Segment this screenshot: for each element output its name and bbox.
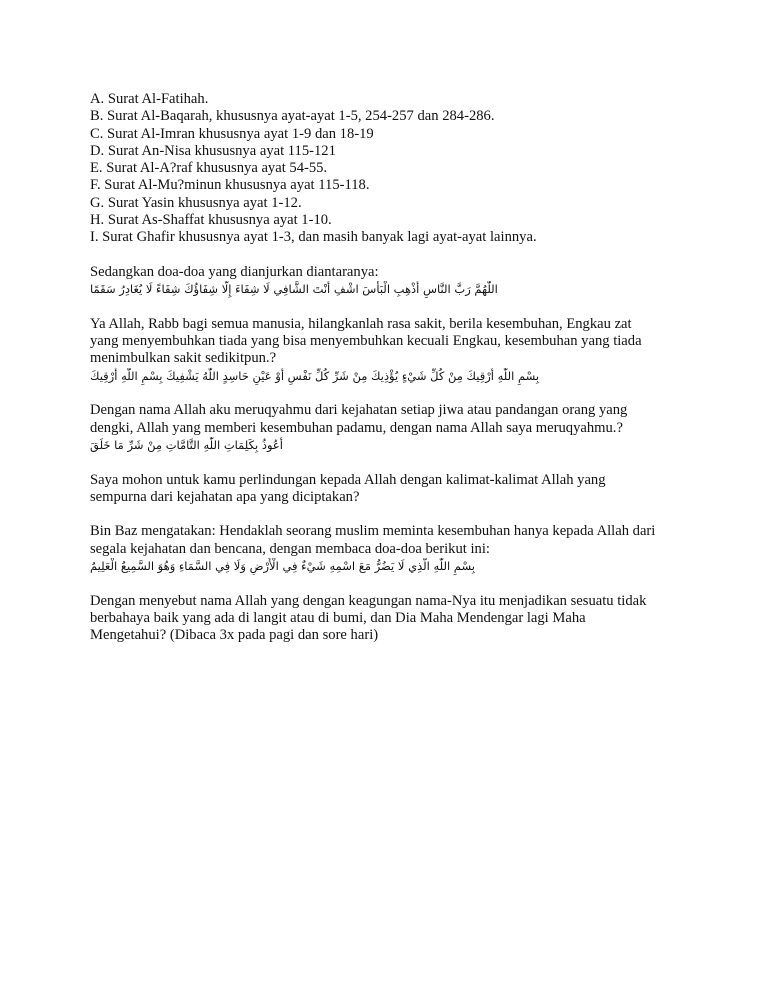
paragraph-line: menimbulkan sakit sedikitpun.? bbox=[90, 350, 277, 367]
paragraph-line: Sedangkan doa-doa yang dianjurkan diantaranya: bbox=[90, 263, 379, 280]
paragraph-line: Dengan menyebut nama Allah yang dengan keagungan nama-Nya itu menjadikan sesuatu tidak bbox=[90, 592, 647, 609]
list-item: H. Surat As-Shaffat khususnya ayat 1-10. bbox=[90, 212, 332, 229]
arabic-doa: اللّٰهُمَّ رَبَّ النَّاسِ أَذْهِبِ الْبَأْسَ اشْفِ أَنْتَ الشَّافِي لَا شِفَاءَ إِلَّا شِفَاؤُكَ شِفَاءً لَا يُغَادِرُ سَقَمًا bbox=[90, 282, 498, 297]
paragraph-line: Mengetahui? (Dibaca 3x pada pagi dan sore hari) bbox=[90, 627, 379, 644]
document-body bbox=[90, 91, 690, 645]
surah-list bbox=[90, 91, 690, 247]
list-item: E. Surat Al-A?raf khususnya ayat 54-55. bbox=[90, 160, 328, 177]
doa-intro bbox=[90, 264, 690, 299]
list-item: D. Surat An-Nisa khususnya ayat 115-121 bbox=[90, 142, 336, 159]
paragraph-line: Bin Baz mengatakan: Hendaklah seorang muslim meminta kesembuhan hanya kepada Allah dari bbox=[90, 523, 656, 540]
paragraph-line: sempurna dari kejahatan apa yang diciptakan? bbox=[90, 488, 360, 505]
arabic-doa: بِسْمِ اللّٰهِ أَرْقِيكَ مِنْ كُلِّ شَيْءٍ يُؤْذِيكَ مِنْ شَرِّ كُلِّ نَفْسٍ أَوْ عَيْنِ حَاسِدٍ اللّٰهُ يَشْفِيكَ بِسْمِ اللّٰهِ أَرْقِيكَ bbox=[90, 368, 540, 383]
list-item: A. Surat Al-Fatihah. bbox=[90, 91, 209, 107]
paragraph bbox=[90, 523, 690, 575]
list-item: C. Surat Al-Imran khususnya ayat 1-9 dan 18-19 bbox=[90, 125, 374, 142]
list-item: I. Surat Ghafir khususnya ayat 1-3, dan masih banyak lagi ayat-ayat lainnya. bbox=[90, 229, 537, 246]
paragraph-line: Ya Allah, Rabb bagi semua manusia, hilangkanlah rasa sakit, berila kesembuhan, Engkau zat bbox=[90, 315, 632, 332]
paragraph bbox=[90, 316, 690, 385]
arabic-doa: أَعُوذُ بِكَلِمَاتِ اللّٰهِ التَّامَّاتِ مِنْ شَرِّ مَا خَلَقَ bbox=[90, 437, 283, 452]
list-item: G. Surat Yasin khususnya ayat 1-12. bbox=[90, 194, 302, 211]
paragraph-line: Dengan nama Allah aku meruqyahmu dari kejahatan setiap jiwa atau pandangan orang yang bbox=[90, 402, 628, 419]
paragraph-line: segala kejahatan dan bencana, dengan membaca doa-doa berikut ini: bbox=[90, 540, 490, 557]
paragraph bbox=[90, 402, 690, 454]
paragraph-line: berbahaya baik yang ada di langit atau di bumi, dan Dia Maha Mendengar lagi Maha bbox=[90, 609, 586, 626]
paragraph bbox=[90, 472, 690, 507]
paragraph-line: yang menyembuhkan tiada yang bisa menyembuhkan kecuali Engkau, kesembuhan yang tiada bbox=[90, 333, 642, 350]
list-item: F. Surat Al-Mu?minun khususnya ayat 115-118. bbox=[90, 177, 370, 194]
paragraph-line: Saya mohon untuk kamu perlindungan kepada Allah dengan kalimat-kalimat Allah yang bbox=[90, 471, 606, 488]
list-item: B. Surat Al-Baqarah, khususnya ayat-ayat 1-5, 254-257 dan 284-286. bbox=[90, 108, 495, 125]
arabic-doa: بِسْمِ اللّٰهِ الَّذِي لَا يَضُرُّ مَعَ اسْمِهِ شَيْءٌ فِي الْأَرْضِ وَلَا فِي السَّمَاءِ وَهُوَ السَّمِيعُ الْعَلِيمُ bbox=[90, 559, 475, 574]
paragraph bbox=[90, 593, 690, 645]
paragraph-line: dengki, Allah yang memberi kesembuhan padamu, dengan nama Allah saya meruqyahmu.? bbox=[90, 419, 623, 436]
